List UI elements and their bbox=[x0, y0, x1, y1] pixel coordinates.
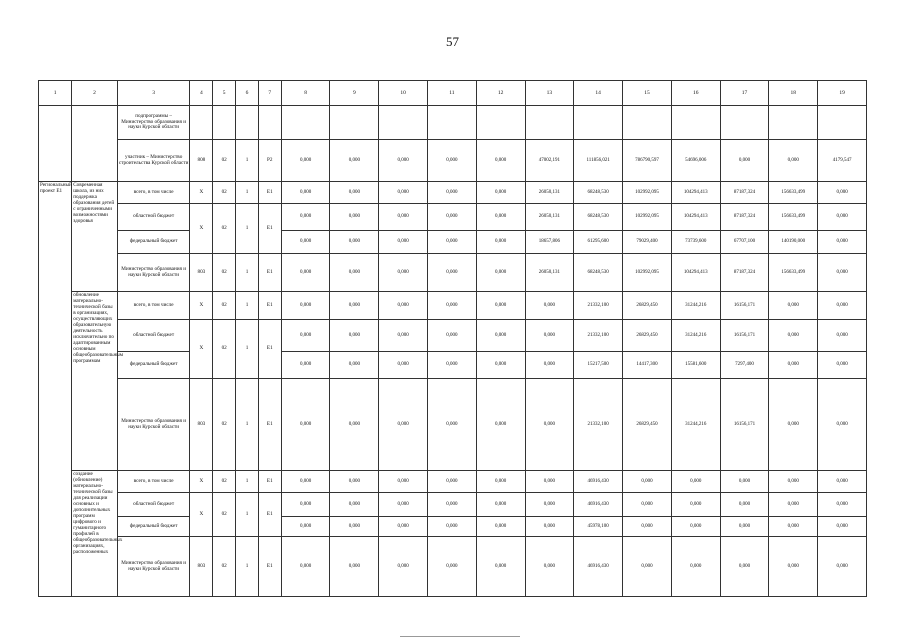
value-cell: 0,000 bbox=[428, 352, 477, 379]
code-cell: Х bbox=[190, 292, 213, 320]
value-cell: 0,000 bbox=[818, 204, 867, 231]
column-header: 3 bbox=[117, 81, 190, 106]
table-row bbox=[39, 182, 867, 204]
column-header: 10 bbox=[379, 81, 428, 106]
value-cell: 0,000 bbox=[330, 204, 379, 231]
code-cell: 1 bbox=[236, 493, 259, 537]
value-cell: 0,000 bbox=[769, 471, 818, 493]
code-cell: 02 bbox=[213, 182, 236, 204]
table-row bbox=[39, 292, 867, 320]
value-cell: 102992,095 bbox=[623, 182, 672, 204]
code-cell: E1 bbox=[258, 537, 281, 597]
value-cell: 0,000 bbox=[818, 379, 867, 471]
value-cell: 0,000 bbox=[330, 292, 379, 320]
code-cell: 803 bbox=[190, 254, 213, 292]
value-cell: 16156,171 bbox=[720, 292, 769, 320]
value-cell: 0,000 bbox=[330, 379, 379, 471]
value-cell: 0,000 bbox=[330, 231, 379, 254]
row-label: Министерство образования и науки Курской области bbox=[117, 537, 190, 597]
value-cell: 0,000 bbox=[379, 140, 428, 182]
value-cell: 87187,324 bbox=[720, 254, 769, 292]
value-cell: 0,000 bbox=[379, 379, 428, 471]
value-cell: 0,000 bbox=[525, 517, 574, 537]
value-cell: 0,000 bbox=[623, 517, 672, 537]
value-cell: 46916,430 bbox=[574, 493, 623, 517]
measure-label: обновление материально-технической базы в организациях, осуществляющих образовательную деятельность исключительно по адаптированным основным общеобразовательным программам bbox=[72, 292, 118, 471]
empty-cell bbox=[818, 106, 867, 140]
value-cell: 26050,131 bbox=[525, 254, 574, 292]
value-cell: 87187,324 bbox=[720, 182, 769, 204]
value-cell: 0,000 bbox=[281, 320, 330, 352]
value-cell: 104294,413 bbox=[671, 182, 720, 204]
value-cell: 0,000 bbox=[476, 320, 525, 352]
value-cell: 0,000 bbox=[476, 292, 525, 320]
code-cell: 02 bbox=[213, 379, 236, 471]
code-cell: 1 bbox=[236, 320, 259, 379]
code-cell: E1 bbox=[258, 379, 281, 471]
value-cell: 15217,500 bbox=[574, 352, 623, 379]
column-header: 12 bbox=[476, 81, 525, 106]
value-cell: 0,000 bbox=[476, 140, 525, 182]
column-header: 16 bbox=[671, 81, 720, 106]
table-row bbox=[39, 140, 867, 182]
code-cell: 1 bbox=[236, 254, 259, 292]
value-cell: 0,000 bbox=[623, 471, 672, 493]
value-cell: 0,000 bbox=[720, 471, 769, 493]
code-cell: E1 bbox=[258, 320, 281, 379]
row-label: Министерство образования и науки Курской области bbox=[117, 379, 190, 471]
value-cell: 0,000 bbox=[769, 292, 818, 320]
value-cell: 46916,430 bbox=[574, 537, 623, 597]
value-cell: 140190,000 bbox=[769, 231, 818, 254]
value-cell: 0,000 bbox=[428, 471, 477, 493]
table-row bbox=[39, 537, 867, 597]
row-label: федеральный бюджет bbox=[117, 231, 190, 254]
value-cell: 45978,100 bbox=[574, 517, 623, 537]
code-cell: E1 bbox=[258, 204, 281, 254]
code-cell: 02 bbox=[213, 140, 236, 182]
value-cell: 68248,530 bbox=[574, 254, 623, 292]
value-cell: 0,000 bbox=[281, 140, 330, 182]
value-cell: 0,000 bbox=[379, 517, 428, 537]
column-header: 2 bbox=[72, 81, 118, 106]
column-header: 5 bbox=[213, 81, 236, 106]
value-cell: 0,000 bbox=[476, 182, 525, 204]
value-cell: 104294,413 bbox=[671, 204, 720, 231]
value-cell: 0,000 bbox=[525, 379, 574, 471]
value-cell: 0,000 bbox=[379, 352, 428, 379]
table-row bbox=[39, 352, 867, 379]
value-cell: 46916,430 bbox=[574, 471, 623, 493]
value-cell: 0,000 bbox=[769, 352, 818, 379]
value-cell: 0,000 bbox=[330, 493, 379, 517]
value-cell: 0,000 bbox=[623, 493, 672, 517]
column-header: 19 bbox=[818, 81, 867, 106]
column-header: 14 bbox=[574, 81, 623, 106]
value-cell: 0,000 bbox=[379, 493, 428, 517]
value-cell: 0,000 bbox=[769, 537, 818, 597]
code-cell: 02 bbox=[213, 204, 236, 254]
column-header: 17 bbox=[720, 81, 769, 106]
value-cell: 0,000 bbox=[428, 320, 477, 352]
value-cell: 156633,499 bbox=[769, 204, 818, 231]
value-cell: 26829,450 bbox=[623, 320, 672, 352]
code-cell: 803 bbox=[190, 379, 213, 471]
column-header: 4 bbox=[190, 81, 213, 106]
code-cell: E1 bbox=[258, 292, 281, 320]
value-cell: 0,000 bbox=[720, 537, 769, 597]
value-cell: 14417,300 bbox=[623, 352, 672, 379]
value-cell: 0,000 bbox=[330, 320, 379, 352]
table-header-row bbox=[39, 81, 867, 106]
value-cell: 0,000 bbox=[818, 471, 867, 493]
column-header: 6 bbox=[236, 81, 259, 106]
value-cell: 87187,324 bbox=[720, 204, 769, 231]
value-cell: 31244,216 bbox=[671, 320, 720, 352]
value-cell: 0,000 bbox=[428, 537, 477, 597]
empty-cell bbox=[281, 106, 330, 140]
code-cell: P2 bbox=[258, 140, 281, 182]
value-cell: 0,000 bbox=[769, 140, 818, 182]
table-row bbox=[39, 379, 867, 471]
row-label: федеральный бюджет bbox=[117, 352, 190, 379]
empty-cell bbox=[330, 106, 379, 140]
code-cell: Х bbox=[190, 320, 213, 379]
value-cell: 0,000 bbox=[379, 204, 428, 231]
value-cell: 21332,100 bbox=[574, 320, 623, 352]
value-cell: 786790,597 bbox=[623, 140, 672, 182]
code-cell: 1 bbox=[236, 140, 259, 182]
value-cell: 0,000 bbox=[525, 320, 574, 352]
table-row bbox=[39, 493, 867, 517]
column-header: 7 bbox=[258, 81, 281, 106]
value-cell: 0,000 bbox=[720, 140, 769, 182]
row-label: областной бюджет bbox=[117, 204, 190, 231]
empty-cell bbox=[525, 106, 574, 140]
value-cell: 102992,095 bbox=[623, 204, 672, 231]
scan-artifact bbox=[400, 636, 520, 637]
value-cell: 54696,006 bbox=[671, 140, 720, 182]
value-cell: 0,000 bbox=[379, 537, 428, 597]
value-cell: 0,000 bbox=[476, 493, 525, 517]
code-cell: 1 bbox=[236, 204, 259, 254]
empty-cell bbox=[213, 106, 236, 140]
code-cell: 02 bbox=[213, 493, 236, 537]
value-cell: 0,000 bbox=[281, 517, 330, 537]
value-cell: 104294,413 bbox=[671, 254, 720, 292]
value-cell: 15581,600 bbox=[671, 352, 720, 379]
value-cell: 156633,499 bbox=[769, 182, 818, 204]
code-cell: 808 bbox=[190, 140, 213, 182]
value-cell: 16156,171 bbox=[720, 320, 769, 352]
value-cell: 0,000 bbox=[330, 471, 379, 493]
column-header: 18 bbox=[769, 81, 818, 106]
value-cell: 26829,450 bbox=[623, 379, 672, 471]
value-cell: 0,000 bbox=[379, 182, 428, 204]
value-cell: 0,000 bbox=[281, 352, 330, 379]
value-cell: 47002,191 bbox=[525, 140, 574, 182]
table-row bbox=[39, 320, 867, 352]
code-cell: 1 bbox=[236, 537, 259, 597]
value-cell: 0,000 bbox=[720, 517, 769, 537]
column-header: 15 bbox=[623, 81, 672, 106]
column-header: 1 bbox=[39, 81, 72, 106]
value-cell: 31244,216 bbox=[671, 292, 720, 320]
value-cell: 0,000 bbox=[769, 379, 818, 471]
code-cell: E1 bbox=[258, 254, 281, 292]
value-cell: 26050,131 bbox=[525, 204, 574, 231]
empty-cell bbox=[258, 106, 281, 140]
value-cell: 102992,095 bbox=[623, 254, 672, 292]
value-cell: 73739,600 bbox=[671, 231, 720, 254]
row-label: областной бюджет bbox=[117, 493, 190, 517]
value-cell: 0,000 bbox=[525, 537, 574, 597]
value-cell: 0,000 bbox=[476, 379, 525, 471]
value-cell: 79029,400 bbox=[623, 231, 672, 254]
value-cell: 156633,499 bbox=[769, 254, 818, 292]
page-number: 57 bbox=[446, 34, 459, 49]
value-cell: 68248,530 bbox=[574, 204, 623, 231]
value-cell: 0,000 bbox=[428, 379, 477, 471]
value-cell: 68248,530 bbox=[574, 182, 623, 204]
measure-label: создание (обновление) материально-технической базы для реализации основных и дополнительных программ цифрового и гуманитарного профилей в общеобразовательных организациях, расположенных bbox=[72, 471, 118, 597]
value-cell: 0,000 bbox=[476, 471, 525, 493]
value-cell: 0,000 bbox=[379, 254, 428, 292]
value-cell: 4179,547 bbox=[818, 140, 867, 182]
value-cell: 0,000 bbox=[818, 352, 867, 379]
row-label: всего, в том числе bbox=[117, 182, 190, 204]
value-cell: 0,000 bbox=[428, 292, 477, 320]
column-header: 8 bbox=[281, 81, 330, 106]
value-cell: 0,000 bbox=[379, 292, 428, 320]
value-cell: 67707,100 bbox=[720, 231, 769, 254]
value-cell: 0,000 bbox=[769, 493, 818, 517]
value-cell: 0,000 bbox=[525, 292, 574, 320]
code-cell: 803 bbox=[190, 537, 213, 597]
value-cell: 0,000 bbox=[769, 320, 818, 352]
value-cell: 0,000 bbox=[281, 537, 330, 597]
column-header: 9 bbox=[330, 81, 379, 106]
value-cell: 0,000 bbox=[330, 140, 379, 182]
value-cell: 0,000 bbox=[281, 204, 330, 231]
empty-cell bbox=[379, 106, 428, 140]
row-label: всего, в том числе bbox=[117, 292, 190, 320]
value-cell: 21332,100 bbox=[574, 379, 623, 471]
value-cell: 0,000 bbox=[428, 254, 477, 292]
value-cell: 0,000 bbox=[720, 493, 769, 517]
code-cell: 02 bbox=[213, 320, 236, 379]
value-cell: 21332,100 bbox=[574, 292, 623, 320]
code-cell: 02 bbox=[213, 537, 236, 597]
value-cell: 0,000 bbox=[379, 320, 428, 352]
code-cell: Х bbox=[190, 204, 213, 254]
value-cell: 0,000 bbox=[818, 292, 867, 320]
value-cell: 0,000 bbox=[476, 231, 525, 254]
row-label: участник – Министерство строительства Курской области bbox=[117, 140, 190, 182]
table-row bbox=[39, 254, 867, 292]
code-cell: Х bbox=[190, 182, 213, 204]
code-cell: 1 bbox=[236, 471, 259, 493]
table-row bbox=[39, 471, 867, 493]
value-cell: 0,000 bbox=[281, 493, 330, 517]
table-row bbox=[39, 231, 867, 254]
value-cell: 0,000 bbox=[379, 471, 428, 493]
value-cell: 7297,400 bbox=[720, 352, 769, 379]
value-cell: 0,000 bbox=[525, 352, 574, 379]
project-label: Региональный проект Е1 bbox=[39, 182, 72, 597]
value-cell: 0,000 bbox=[428, 182, 477, 204]
table-row bbox=[39, 204, 867, 231]
value-cell: 0,000 bbox=[671, 471, 720, 493]
empty-cell bbox=[769, 106, 818, 140]
value-cell: 0,000 bbox=[476, 352, 525, 379]
value-cell: 0,000 bbox=[330, 254, 379, 292]
value-cell: 18657,806 bbox=[525, 231, 574, 254]
value-cell: 31244,216 bbox=[671, 379, 720, 471]
value-cell: 26829,450 bbox=[623, 292, 672, 320]
code-cell: E1 bbox=[258, 493, 281, 537]
empty-cell bbox=[476, 106, 525, 140]
value-cell: 0,000 bbox=[623, 537, 672, 597]
code-cell: 02 bbox=[213, 292, 236, 320]
value-cell: 111856,021 bbox=[574, 140, 623, 182]
value-cell: 0,000 bbox=[671, 493, 720, 517]
row-label: всего, в том числе bbox=[117, 471, 190, 493]
empty-cell bbox=[236, 106, 259, 140]
row-label: Министерство образования и науки Курской области bbox=[117, 254, 190, 292]
value-cell: 0,000 bbox=[818, 493, 867, 517]
column-header: 13 bbox=[525, 81, 574, 106]
value-cell: 0,000 bbox=[428, 204, 477, 231]
value-cell: 0,000 bbox=[379, 231, 428, 254]
empty-cell bbox=[623, 106, 672, 140]
value-cell: 0,000 bbox=[525, 493, 574, 517]
value-cell: 0,000 bbox=[281, 379, 330, 471]
value-cell: 0,000 bbox=[476, 254, 525, 292]
empty-cell bbox=[39, 106, 72, 182]
code-cell: 02 bbox=[213, 471, 236, 493]
empty-cell bbox=[671, 106, 720, 140]
value-cell: 0,000 bbox=[671, 537, 720, 597]
value-cell: 0,000 bbox=[281, 254, 330, 292]
row-label: областной бюджет bbox=[117, 320, 190, 352]
value-cell: 0,000 bbox=[281, 182, 330, 204]
value-cell: 26050,131 bbox=[525, 182, 574, 204]
value-cell: 0,000 bbox=[818, 231, 867, 254]
value-cell: 0,000 bbox=[330, 517, 379, 537]
empty-cell bbox=[428, 106, 477, 140]
value-cell: 0,000 bbox=[428, 140, 477, 182]
value-cell: 0,000 bbox=[818, 182, 867, 204]
empty-cell bbox=[720, 106, 769, 140]
budget-table bbox=[38, 80, 867, 597]
value-cell: 0,000 bbox=[818, 517, 867, 537]
code-cell: 02 bbox=[213, 254, 236, 292]
code-cell: Х bbox=[190, 493, 213, 537]
value-cell: 0,000 bbox=[818, 254, 867, 292]
row-label: федеральный бюджет bbox=[117, 517, 190, 537]
value-cell: 0,000 bbox=[281, 231, 330, 254]
value-cell: 0,000 bbox=[330, 182, 379, 204]
code-cell: E1 bbox=[258, 471, 281, 493]
column-header: 11 bbox=[428, 81, 477, 106]
value-cell: 0,000 bbox=[671, 517, 720, 537]
value-cell: 0,000 bbox=[330, 352, 379, 379]
code-cell: E1 bbox=[258, 182, 281, 204]
table-row bbox=[39, 106, 867, 140]
empty-cell bbox=[190, 106, 213, 140]
empty-cell bbox=[72, 106, 118, 182]
value-cell: 0,000 bbox=[769, 517, 818, 537]
row-label: подпрограммы – Министерство образования и науки Курской области bbox=[117, 106, 190, 140]
value-cell: 0,000 bbox=[525, 471, 574, 493]
table-row bbox=[39, 517, 867, 537]
code-cell: 1 bbox=[236, 379, 259, 471]
value-cell: 0,000 bbox=[281, 292, 330, 320]
value-cell: 0,000 bbox=[818, 537, 867, 597]
empty-cell bbox=[574, 106, 623, 140]
value-cell: 61295,600 bbox=[574, 231, 623, 254]
code-cell: 1 bbox=[236, 292, 259, 320]
measure-label: Современная школа, из них поддержка образования детей с ограниченными возможностями здоровья bbox=[72, 182, 118, 292]
value-cell: 0,000 bbox=[428, 493, 477, 517]
code-cell: 1 bbox=[236, 182, 259, 204]
value-cell: 0,000 bbox=[428, 517, 477, 537]
value-cell: 16156,171 bbox=[720, 379, 769, 471]
code-cell: Х bbox=[190, 471, 213, 493]
value-cell: 0,000 bbox=[476, 204, 525, 231]
value-cell: 0,000 bbox=[428, 231, 477, 254]
value-cell: 0,000 bbox=[476, 537, 525, 597]
value-cell: 0,000 bbox=[818, 320, 867, 352]
value-cell: 0,000 bbox=[476, 517, 525, 537]
value-cell: 0,000 bbox=[281, 471, 330, 493]
value-cell: 0,000 bbox=[330, 537, 379, 597]
